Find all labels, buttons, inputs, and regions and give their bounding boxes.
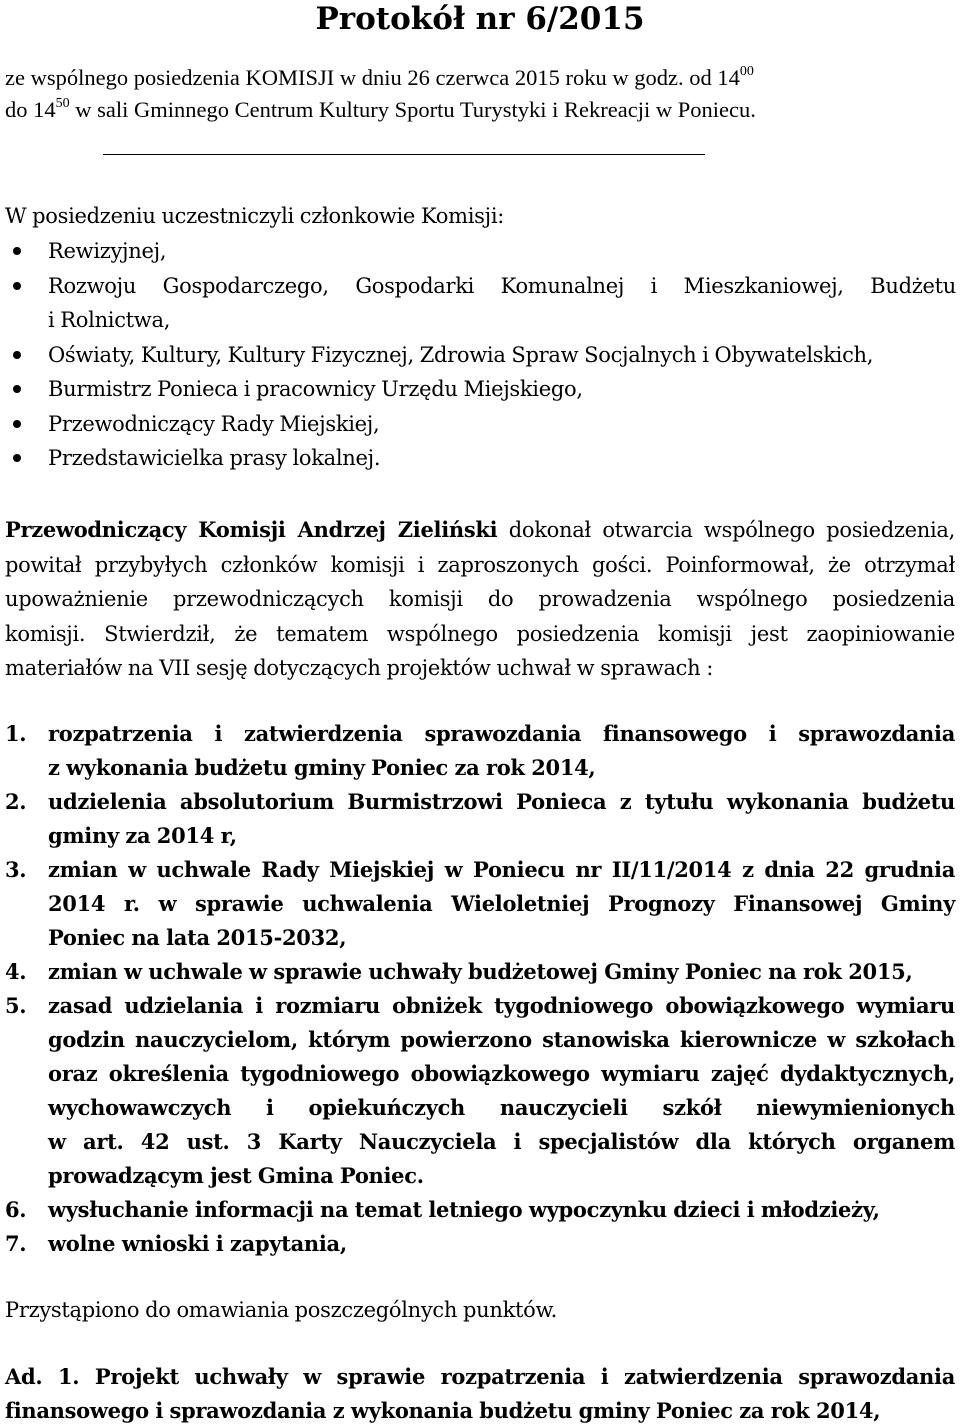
intro-line-2-text: do 14 bbox=[5, 97, 56, 122]
agenda-number: 7. bbox=[5, 1231, 27, 1256]
bullet-icon bbox=[13, 420, 21, 428]
member-label: Przedstawicielka prasy lokalnej. bbox=[48, 446, 381, 470]
agenda-line: zmian w uchwale w sprawie uchwały budżetowej Gminy Poniec na rok 2015, bbox=[48, 959, 913, 984]
proceed-statement: Przystąpiono do omawiania poszczególnych punktów. bbox=[5, 1298, 558, 1322]
intro-line-1-text: ze wspólnego posiedzenia KOMISJI w dniu 26 czerwca 2015 roku w godz. od 14 bbox=[5, 65, 740, 90]
opening-paragraph bbox=[5, 513, 955, 686]
members-list bbox=[0, 234, 960, 476]
list-item bbox=[0, 338, 956, 373]
bullet-icon bbox=[13, 351, 21, 359]
agenda-line: rozpatrzenia i zatwierdzenia sprawozdania finansowego i sprawozdania bbox=[48, 721, 955, 746]
agenda-line: z wykonania budżetu gminy Poniec za rok 2014, bbox=[48, 755, 596, 780]
agenda-item bbox=[0, 989, 955, 1193]
intro-line-2 bbox=[5, 94, 955, 126]
opening-line-1-rest: dokonał otwarcia wspólnego posiedzenia, bbox=[497, 518, 956, 542]
opening-line-3: upoważnienie przewodniczących komisji do prowadzenia wspólnego posiedzenia bbox=[5, 587, 955, 611]
agenda-item bbox=[0, 1193, 955, 1227]
agenda-number: 3. bbox=[5, 857, 27, 882]
agenda-line: zasad udzielania i rozmiaru obniżek tygodniowego obowiązkowego wymiaru bbox=[48, 993, 955, 1018]
agenda-number: 5. bbox=[5, 993, 27, 1018]
document-title: Protokół nr 6/2015 bbox=[315, 1, 645, 37]
member-label: Rewizyjnej, bbox=[48, 239, 167, 263]
opening-line-1 bbox=[5, 513, 955, 548]
bullet-icon bbox=[13, 385, 21, 393]
list-item bbox=[0, 407, 956, 442]
agenda-item bbox=[0, 717, 955, 785]
agenda-item bbox=[0, 955, 955, 989]
list-item bbox=[0, 269, 956, 338]
start-minutes: 00 bbox=[739, 64, 754, 79]
list-item bbox=[0, 441, 956, 476]
ad-1-line-1: Ad. 1. Projekt uchwały w sprawie rozpatrzenia i zatwierdzenia sprawozdania bbox=[5, 1364, 955, 1389]
end-minutes: 50 bbox=[55, 96, 70, 111]
bullet-icon bbox=[13, 282, 21, 290]
agenda-line: udzielenia absolutorium Burmistrzowi Ponieca z tytułu wykonania budżetu bbox=[48, 789, 955, 814]
agenda-number: 1. bbox=[5, 721, 27, 746]
ad-1-line-2: finansowego i sprawozdania z wykonania budżetu gminy Poniec za rok 2014, bbox=[5, 1398, 881, 1423]
agenda-item bbox=[0, 1227, 955, 1261]
agenda-line: wolne wnioski i zapytania, bbox=[48, 1231, 347, 1256]
agenda-line: prowadzącym jest Gmina Poniec. bbox=[48, 1163, 424, 1188]
agenda-line: w art. 42 ust. 3 Karty Nauczyciela i specjalistów dla których organem bbox=[48, 1129, 955, 1154]
members-heading: W posiedzeniu uczestniczyli członkowie Komisji: bbox=[5, 204, 505, 228]
member-label-continuation: i Rolnictwa, bbox=[48, 308, 171, 332]
agenda-item bbox=[0, 785, 955, 853]
agenda-line: Poniec na lata 2015-2032, bbox=[48, 925, 347, 950]
intro-paragraph bbox=[5, 62, 955, 126]
agenda-number: 6. bbox=[5, 1197, 27, 1222]
chair-name: Przewodniczący Komisji Andrzej Zieliński bbox=[5, 517, 498, 542]
separator-line bbox=[103, 154, 705, 155]
agenda-line: wychowawczych i opiekuńczych nauczycieli szkół niewymienionych bbox=[48, 1095, 955, 1120]
agenda-line: zmian w uchwale Rady Miejskiej w Poniecu nr II/11/2014 z dnia 22 grudnia bbox=[48, 857, 955, 882]
agenda-line: gminy za 2014 r, bbox=[48, 823, 237, 848]
agenda-line: wysłuchanie informacji na temat letniego wypoczynku dzieci i młodzieży, bbox=[48, 1197, 880, 1222]
bullet-icon bbox=[13, 454, 21, 462]
list-item bbox=[0, 372, 956, 407]
intro-line-1 bbox=[5, 62, 955, 94]
agenda-number: 2. bbox=[5, 789, 27, 814]
ad-1-section bbox=[5, 1360, 955, 1428]
opening-line-2: powitał przybyłych członków komisji i zaproszonych gości. Poinformował, że otrzymał bbox=[5, 552, 955, 577]
member-label: Oświaty, Kultury, Kultury Fizycznej, Zdrowia Spraw Socjalnych i Obywatelskich, bbox=[48, 342, 874, 367]
opening-line-5: materiałów na VII sesję dotyczących projektów uchwał w sprawach : bbox=[5, 656, 714, 680]
member-label: Przewodniczący Rady Miejskiej, bbox=[48, 411, 380, 436]
opening-line-4: komisji. Stwierdził, że tematem wspólnego posiedzenia komisji jest zaopiniowanie bbox=[5, 621, 955, 646]
list-item bbox=[0, 234, 956, 269]
agenda-number: 4. bbox=[5, 959, 27, 984]
agenda-line: oraz określenia tygodniowego obowiązkowego wymiaru zajęć dydaktycznych, bbox=[48, 1061, 955, 1086]
member-label: Rozwoju Gospodarczego, Gospodarki Komunalnej i Mieszkaniowej, Budżetu bbox=[48, 273, 956, 298]
agenda-list bbox=[0, 717, 960, 1261]
agenda-item bbox=[0, 853, 955, 955]
agenda-line: 2014 r. w sprawie uchwalenia Wieloletniej Prognozy Finansowej Gminy bbox=[48, 891, 955, 916]
bullet-icon bbox=[13, 247, 21, 255]
agenda-line: godzin nauczycielom, którym powierzono stanowiska kierownicze w szkołach bbox=[48, 1027, 955, 1052]
intro-line-2-location: w sali Gminnego Centrum Kultury Sportu Turystyki i Rekreacji w Poniecu. bbox=[69, 97, 756, 122]
member-label: Burmistrz Ponieca i pracownicy Urzędu Miejskiego, bbox=[48, 377, 583, 401]
